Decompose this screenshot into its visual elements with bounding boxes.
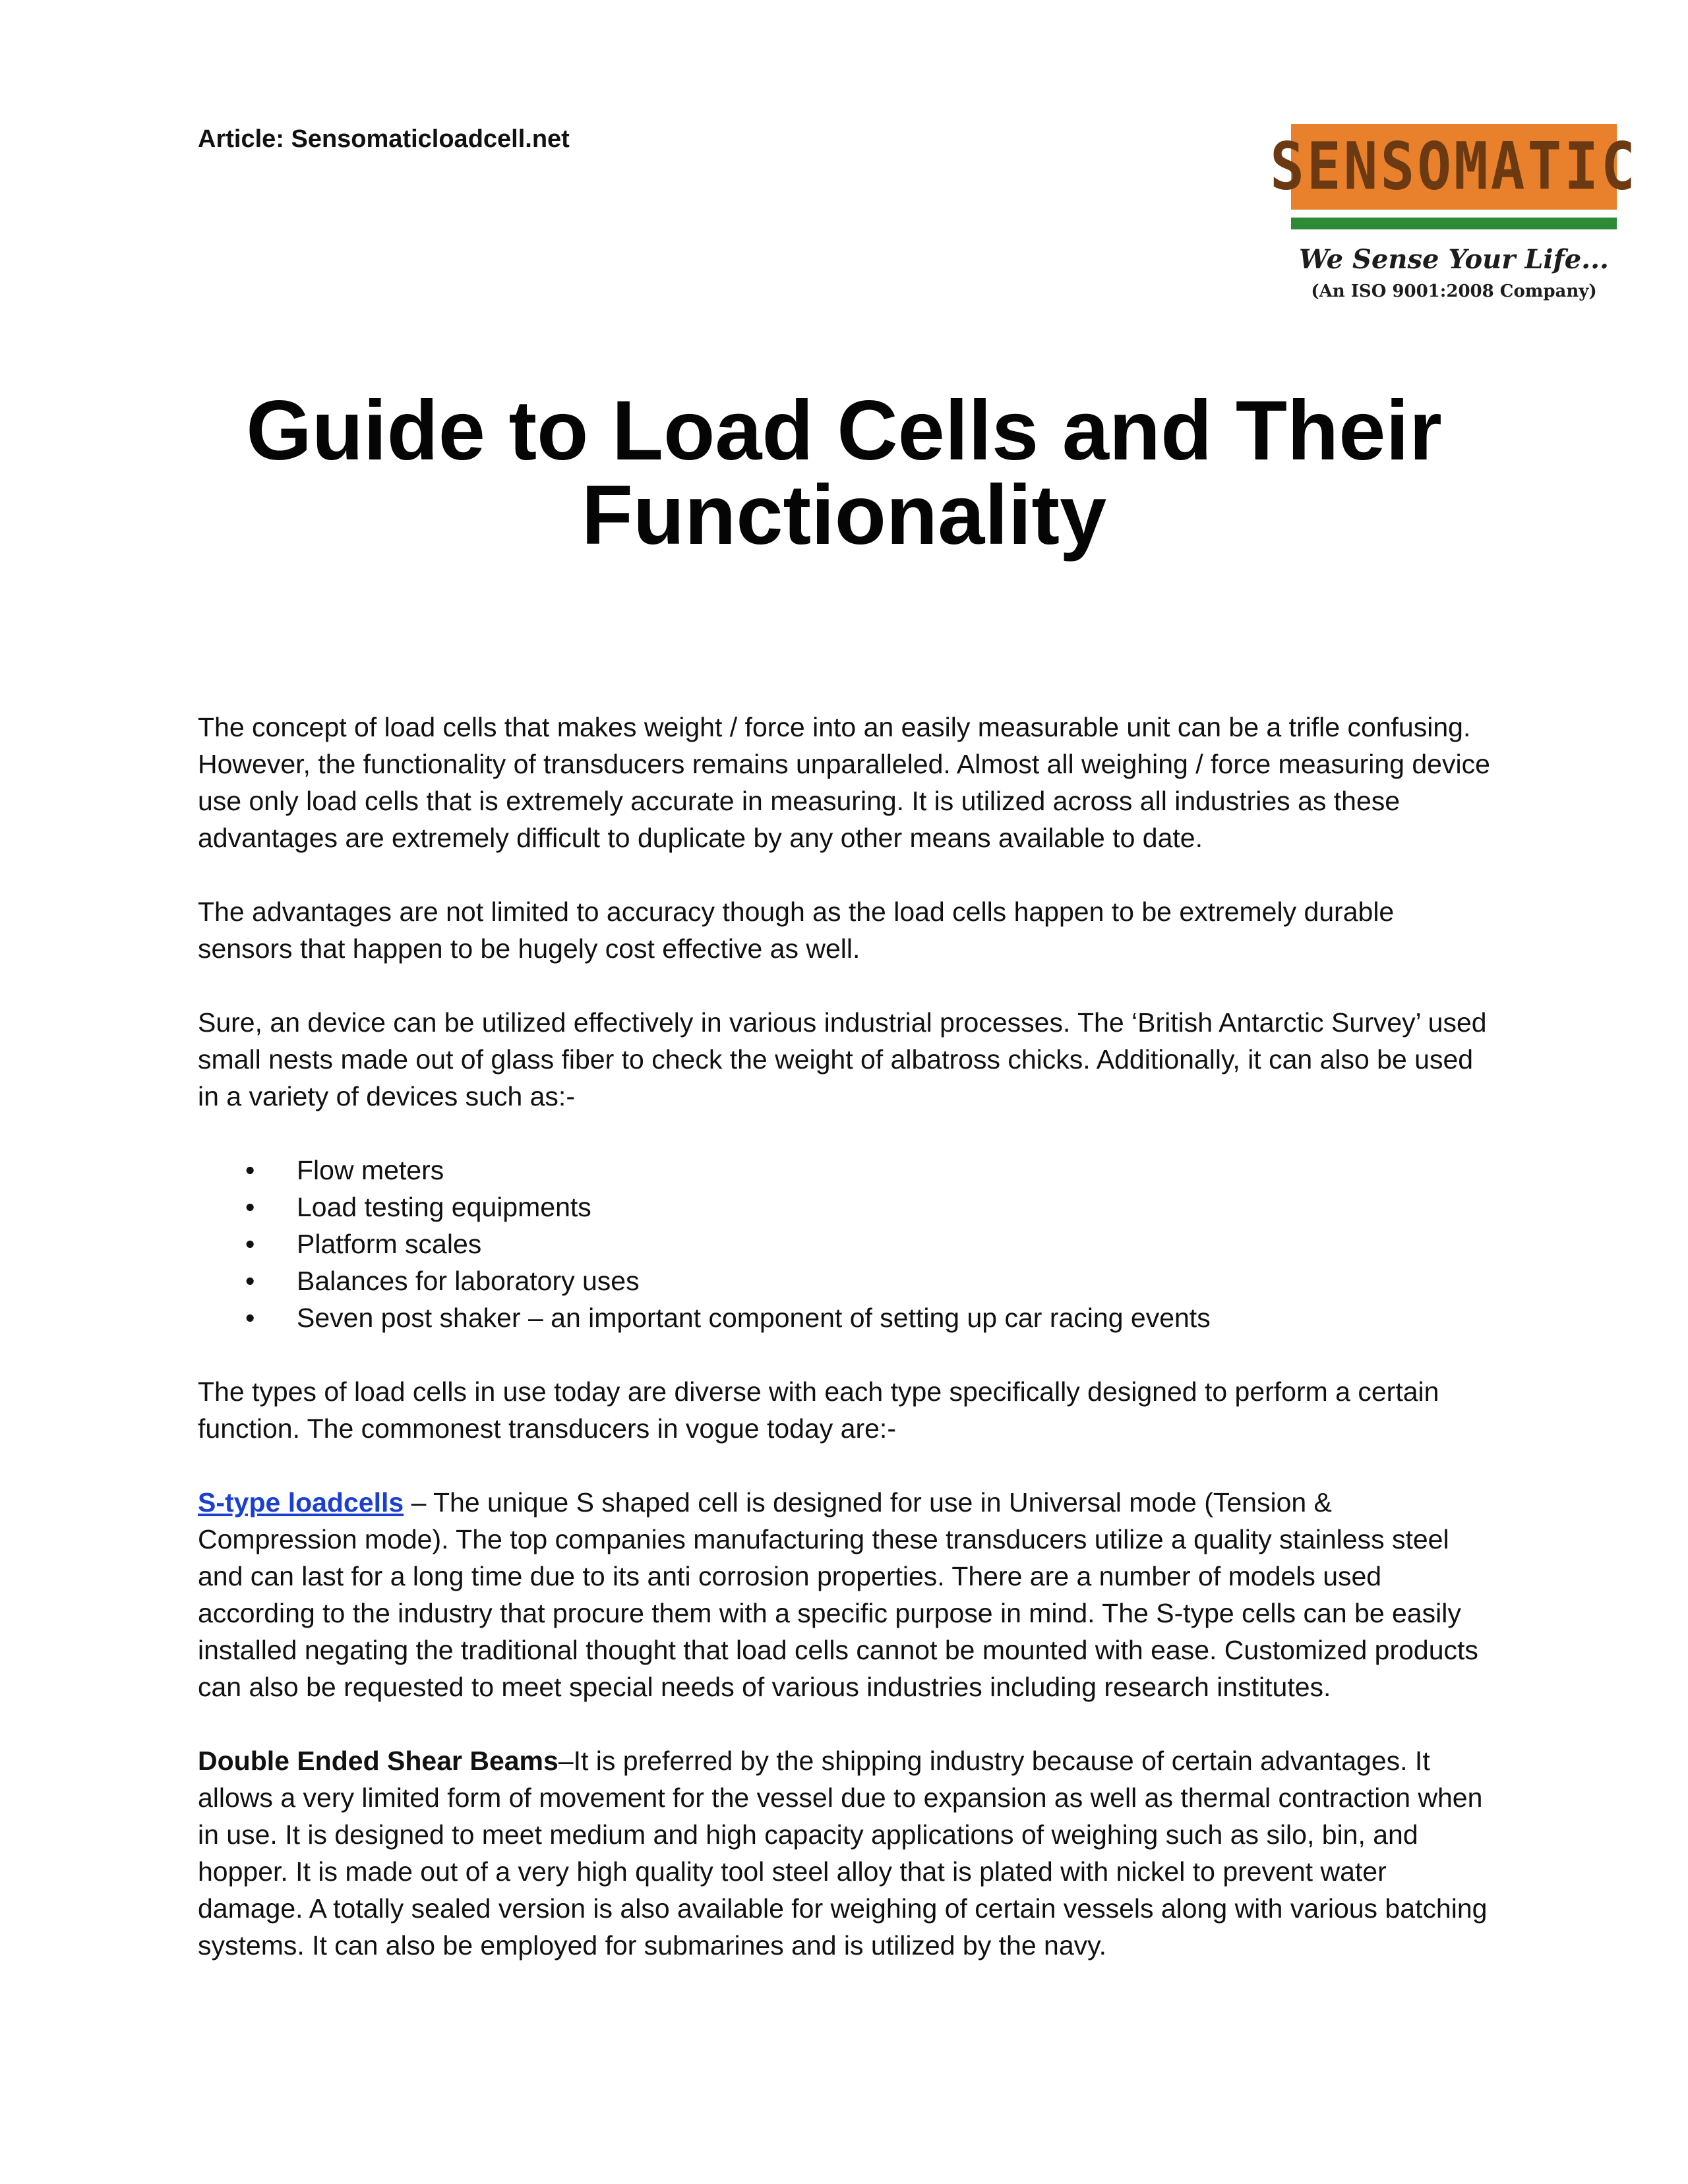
paragraph-stype [198,1484,1490,1705]
stype-description: – The unique S shaped cell is designed for use in Universal mode (Tension & Compression mode). The top companies manufacturing these transducers utilize a quality stainless steel and can last for a long time due to its anti corrosion properties. There are a number of models used according to the industry that procure them with a specific purpose in mind. The S-type cells can be easily installed negating the traditional thought that load cells cannot be mounted with ease. Customized products can also be requested to meet special needs of various industries including research institutes. [198,1487,1478,1702]
list-item [198,1152,1490,1189]
paragraph-shear-beams [198,1742,1490,1964]
logo-green-stripe [1291,218,1617,229]
logo-tagline: We Sense Your Life... [1299,244,1609,275]
list-item [198,1189,1490,1225]
bullet-icon: • [245,1303,255,1333]
list-item [198,1225,1490,1262]
list-item-text: Flow meters [297,1155,444,1185]
article-source-line: Article: Sensomaticloadcell.net [198,125,570,153]
list-item [198,1299,1490,1336]
paragraph-intro: The concept of load cells that makes weight / force into an easily measurable unit can be a trifle confusing. However, the functionality of transducers remains unparalleled. Almost all weighing / force measuring device use only load cells that is extremely accurate in measuring. It is utilized across all industries as these advantages are extremely difficult to duplicate by any other means available to date. [198,712,1490,853]
bullet-icon: • [245,1155,255,1185]
paragraph-advantages: The advantages are not limited to accuracy though as the load cells happen to be extremely durable sensors that happen to be hugely cost effective as well. [198,897,1395,964]
list-item-text: Load testing equipments [297,1192,591,1222]
paragraph-types: The types of load cells in use today are diverse with each type specifically designed to perform a certain function. The commonest transducers in vogue today are:- [198,1376,1439,1444]
stype-loadcells-link[interactable]: S-type loadcells [198,1487,404,1518]
list-item-text: Seven post shaker – an important component of setting up car racing events [297,1303,1211,1333]
logo-wordmark-box [1270,124,1638,210]
bullet-icon: • [245,1192,255,1222]
sensomatic-logo [1270,124,1638,301]
paragraph-usage: Sure, an device can be utilized effectively in various industrial processes. The ‘British Antarctic Survey’ used small nests made out of glass fiber to check the weight of albatross chicks. Additionally, it can also be used in a variety of devices such as:- [198,1007,1487,1111]
title-line-1: Guide to Load Cells and Their [246,384,1442,478]
title-line-2: Functionality [581,468,1107,562]
list-item-text: Platform scales [297,1229,482,1259]
list-item-text: Balances for laboratory uses [297,1266,640,1296]
article-body [198,709,1490,2001]
bullet-icon: • [245,1266,255,1296]
logo-certification: (An ISO 9001:2008 Company) [1311,281,1597,301]
list-item [198,1262,1490,1299]
shear-beams-heading: Double Ended Shear Beams [198,1746,558,1776]
shear-beams-description: –It is preferred by the shipping industry because of certain advantages. It allows a very limited form of movement for the vessel due to expansion as well as thermal contraction when in use. It is designed to meet medium and high capacity applications of weighing such as silo, bin, and hopper. It is made out of a very high quality tool steel alloy that is plated with nickel to prevent water damage. A totally sealed version is also available for weighing of certain vessels along with various batching systems. It can also be employed for submarines and is utilized by the navy. [198,1746,1488,1961]
bullet-icon: • [245,1229,255,1259]
logo-divider [1291,210,1617,218]
logo-wordmark: SENSOMATIC [1270,129,1638,205]
page-title [198,384,1490,562]
device-list [198,1152,1490,1336]
